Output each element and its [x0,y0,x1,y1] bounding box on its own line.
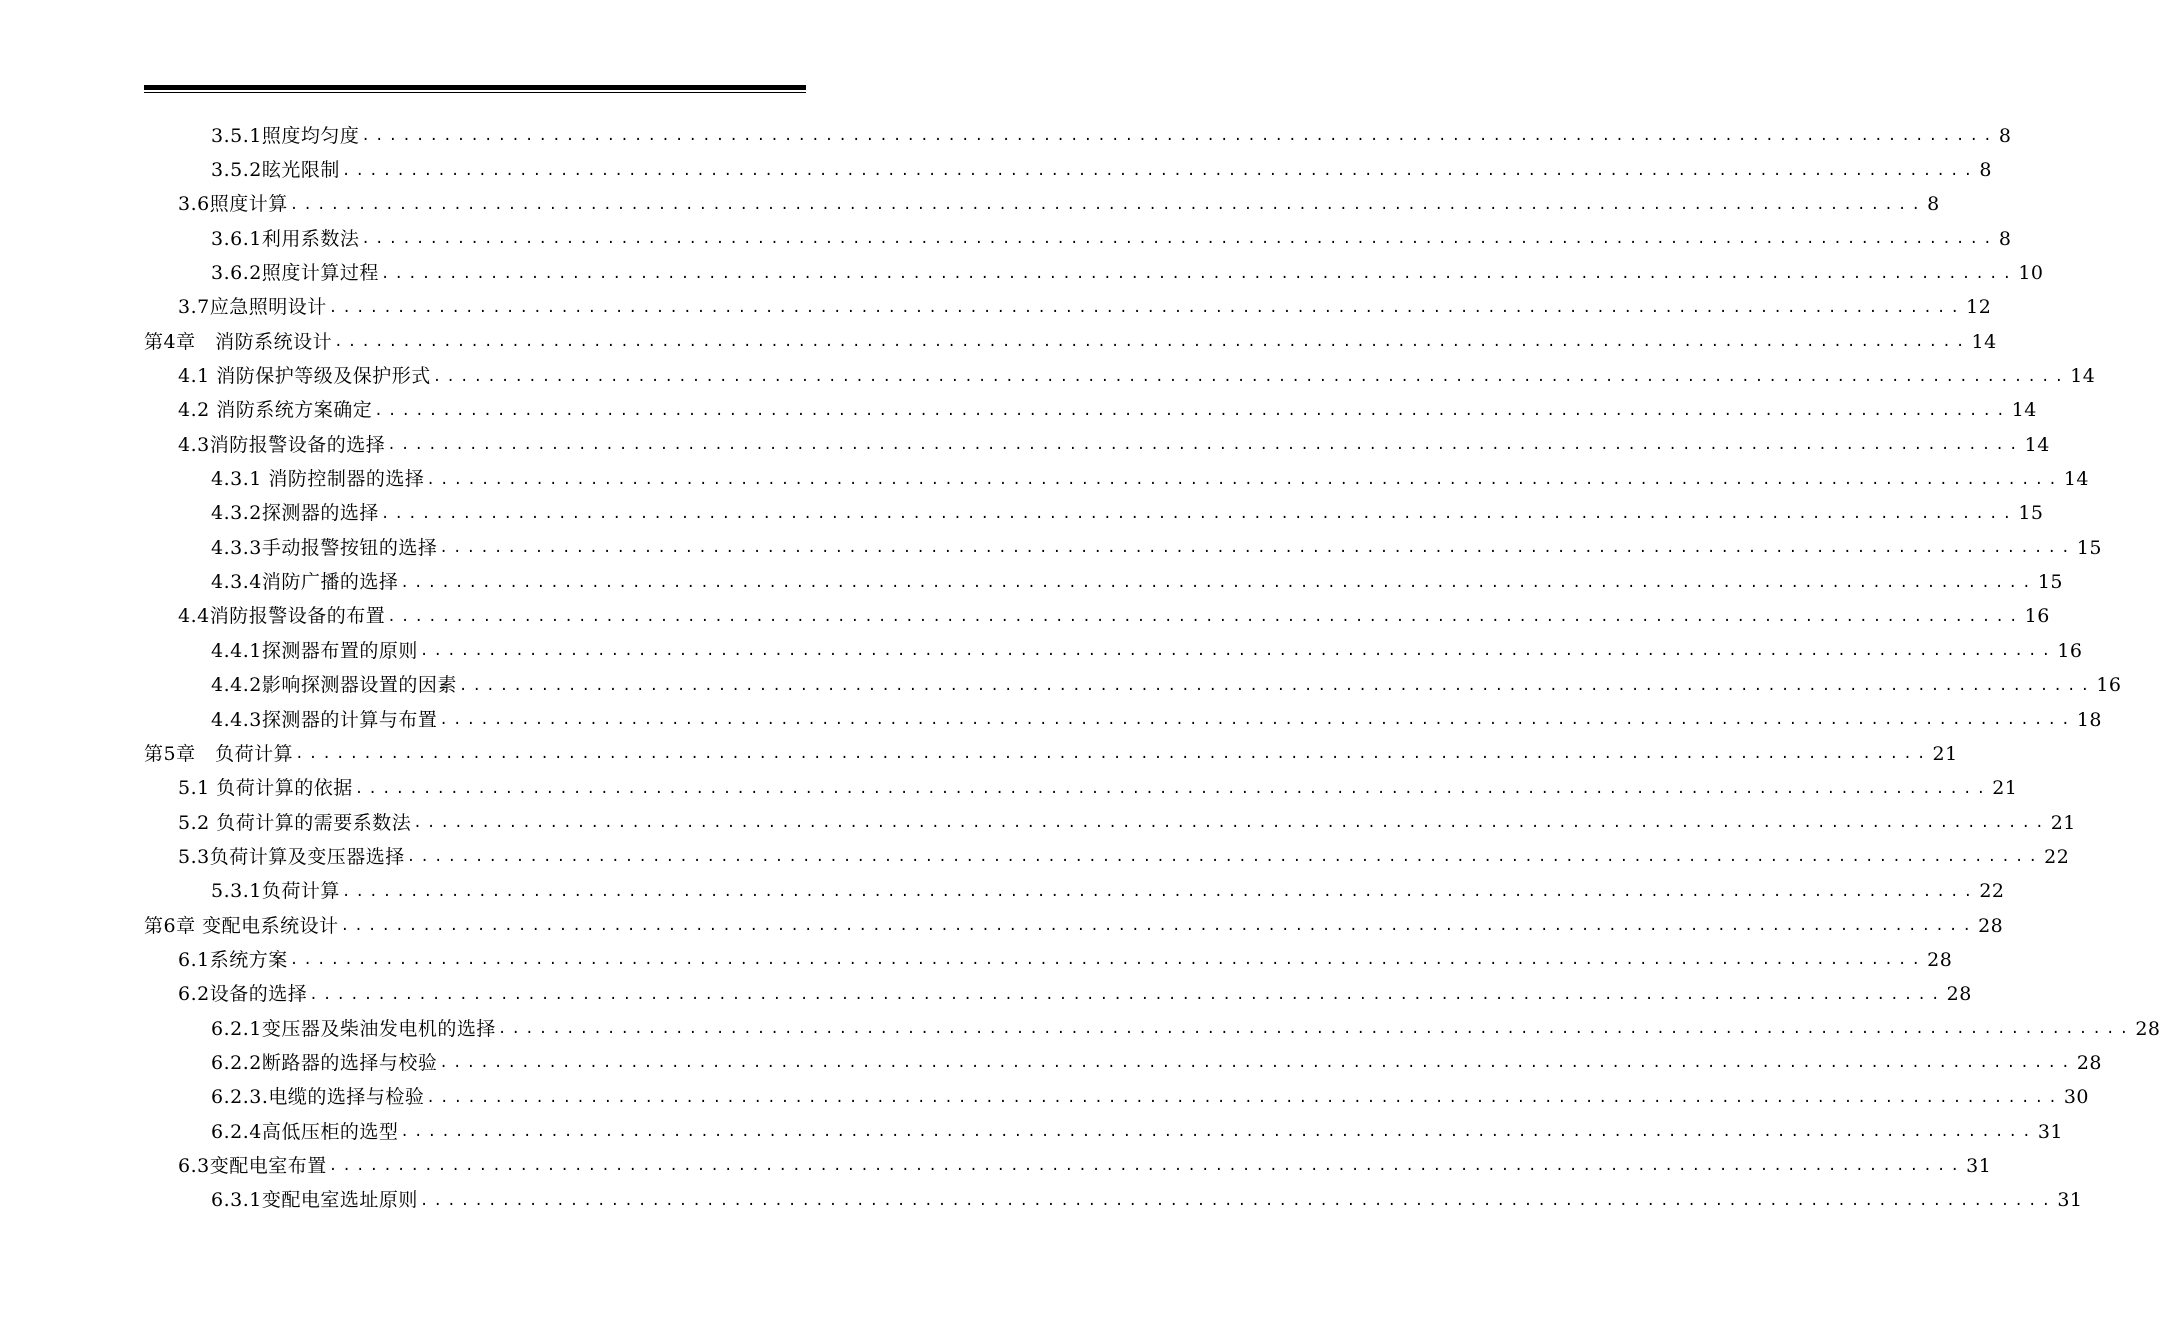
header-rule-thin [144,92,806,93]
toc-entry[interactable] [0,153,1992,187]
toc-entry-title: 3.6.2照度计算过程 [211,262,379,285]
toc-entry[interactable] [0,428,2050,462]
toc-dot-leader: ........................................................................................................................ [328,1158,1965,1175]
toc-entry-title: 6.3变配电室布置 [178,1154,327,1177]
toc-entry-title: 4.3.3手动报警按钮的选择 [211,536,438,559]
toc-entry-page: 15 [2037,571,2063,594]
toc-entry-title: 4.4.1探测器布置的原则 [211,639,418,662]
toc-entry-title: 4.2 消防系统方案确定 [178,399,373,422]
toc-entry-title: 4.3.2探测器的选择 [211,502,379,525]
toc-dot-leader: ........................................................................................................................ [439,540,2075,557]
toc-entry[interactable] [0,188,1940,222]
toc-entry[interactable] [0,978,1972,1012]
toc-entry-page: 28 [2076,1051,2102,1074]
toc-dot-leader: ........................................................................................................................ [361,128,1997,145]
toc-dot-leader: ........................................................................................................................ [328,299,1965,316]
toc-entry-page: 18 [2076,708,2102,731]
toc-entry-title: 3.5.1照度均匀度 [211,124,360,147]
toc-dot-leader: ........................................................................................................................ [309,986,1945,1003]
toc-entry[interactable] [0,256,2044,290]
toc-dot-leader: ........................................................................................................................ [289,196,1926,213]
toc-dot-leader: ........................................................................................................................ [387,608,2023,625]
toc-entry-page: 28 [1946,983,1972,1006]
toc-dot-leader: ........................................................................................................................ [295,746,1931,763]
toc-entry-page: 8 [1998,124,2012,147]
toc-entry[interactable] [0,806,2076,840]
toc-entry-page: 8 [1927,193,1940,216]
toc-dot-leader: ........................................................................................................................ [413,815,2049,832]
toc-entry-title: 3.7应急照明设计 [178,296,327,319]
toc-dot-leader: ........................................................................................................................ [497,1021,2134,1038]
toc-entry-title: 4.3.4消防广播的选择 [211,571,399,594]
toc-entry[interactable] [0,669,2122,703]
toc-entry-title: 第6章 变配电系统设计 [144,914,339,937]
toc-entry[interactable] [0,497,2044,531]
toc-entry[interactable] [0,1184,2083,1218]
toc-entry-title: 5.2 负荷计算的需要系数法 [178,811,412,834]
toc-entry-page: 14 [2011,399,2037,422]
toc-entry[interactable] [0,462,2090,496]
toc-entry-title: 4.4.3探测器的计算与布置 [211,708,438,731]
toc-entry[interactable] [0,1012,2161,1046]
toc-entry-page: 21 [1932,742,1958,765]
toc-dot-leader: ........................................................................................................................ [374,402,2010,419]
toc-entry-title: 3.5.2眩光限制 [211,159,340,182]
toc-entry[interactable] [0,222,2012,256]
toc-entry-title: 5.3负荷计算及变压器选择 [178,845,405,868]
toc-entry-page: 10 [2018,262,2044,285]
toc-entry-page: 22 [2044,845,2070,868]
toc-entry[interactable] [0,772,2018,806]
toc-entry-title: 5.1 负荷计算的依据 [178,777,353,800]
toc-entry-title: 4.3消防报警设备的选择 [178,433,386,456]
toc-entry-page: 28 [2135,1017,2161,1040]
toc-entry-page: 21 [1992,777,2018,800]
toc-entry-title: 第5章 负荷计算 [144,742,294,765]
toc-dot-leader: ........................................................................................................................ [400,574,2036,591]
toc-entry[interactable] [0,531,2102,565]
toc-dot-leader: ........................................................................................................................ [387,437,2023,454]
toc-entry-page: 16 [2057,639,2083,662]
toc-entry[interactable] [0,359,2096,393]
toc-dot-leader: ........................................................................................................................ [458,677,2095,694]
toc-entry-page: 12 [1966,296,1992,319]
toc-entry-title: 4.4.2影响探测器设置的因素 [211,674,457,697]
toc-entry-page: 15 [2018,502,2044,525]
toc-entry[interactable] [0,840,2070,874]
toc-entry-title: 第4章 消防系统设计 [144,330,333,353]
toc-entry-page: 28 [1978,914,2004,937]
toc-entry-title: 6.2设备的选择 [178,983,308,1006]
toc-entry-page: 16 [2024,605,2050,628]
toc-chapter-entry[interactable] [0,737,1958,771]
toc-entry-page: 16 [2096,674,2122,697]
toc-dot-leader: ........................................................................................................................ [400,1124,2036,1141]
toc-entry-title: 6.2.1变压器及柴油发电机的选择 [211,1017,496,1040]
toc-chapter-entry[interactable] [0,325,1997,359]
toc-dot-leader: ........................................................................................................................ [419,1192,2056,1209]
toc-entry[interactable] [0,394,2037,428]
toc-dot-leader: ........................................................................................................................ [432,368,2069,385]
toc-entry-title: 6.3.1变配电室选址原则 [211,1189,418,1212]
toc-entry-page: 31 [2057,1189,2083,1212]
toc-dot-leader: ........................................................................................................................ [340,918,1977,935]
toc-dot-leader: ........................................................................................................................ [406,849,2043,866]
toc-entry-page: 30 [2063,1086,2090,1109]
toc-entry-page: 14 [1971,330,1997,353]
toc-entry[interactable] [0,600,2050,634]
toc-entry-page: 15 [2076,536,2102,559]
toc-dot-leader: ........................................................................................................................ [426,1089,2062,1106]
toc-dot-leader: ........................................................................................................................ [419,643,2056,660]
toc-entry[interactable] [0,943,1953,977]
toc-chapter-entry[interactable] [0,909,2004,943]
toc-dot-leader: ........................................................................................................................ [334,334,1970,351]
toc-entry-page: 28 [1927,948,1953,971]
toc-entry-title: 4.4消防报警设备的布置 [178,605,386,628]
toc-entry-page: 31 [2037,1120,2063,1143]
toc-dot-leader: ........................................................................................................................ [439,712,2075,729]
toc-entry-page: 14 [2024,433,2050,456]
toc-entry-title: 3.6.1利用系数法 [211,227,360,250]
toc-dot-leader: ........................................................................................................................ [426,471,2062,488]
toc-entry-page: 8 [1998,227,2012,250]
toc-dot-leader: ........................................................................................................................ [341,162,1978,179]
toc-entry-page: 21 [2050,811,2076,834]
toc-entry-title: 6.2.3.电缆的选择与检验 [211,1086,425,1109]
toc-entry-page: 14 [2063,468,2090,491]
toc-dot-leader: ........................................................................................................................ [439,1055,2075,1072]
toc-entry-title: 6.2.2断路器的选择与校验 [211,1051,438,1074]
toc-entry[interactable] [0,1046,2102,1080]
toc-entry-title: 6.2.4高低压柜的选型 [211,1120,399,1143]
toc-entry[interactable] [0,1149,1992,1183]
toc-entry[interactable] [0,291,1992,325]
toc-dot-leader: ........................................................................................................................ [380,265,2017,282]
header-rule [144,85,806,90]
toc-entry-page: 8 [1979,159,1992,182]
toc-dot-leader: ........................................................................................................................ [361,231,1997,248]
toc-entry[interactable] [0,703,2102,737]
toc-entry-title: 4.1 消防保护等级及保护形式 [178,365,431,388]
toc-entry-title: 6.1系统方案 [178,948,288,971]
toc-dot-leader: ........................................................................................................................ [341,883,1978,900]
toc-entry[interactable] [0,1115,2063,1149]
toc-entry[interactable] [0,1081,2090,1115]
toc-entry-title: 4.3.1 消防控制器的选择 [211,468,425,491]
toc-dot-leader: ........................................................................................................................ [354,780,1991,797]
table-of-contents [0,119,2161,1218]
toc-entry-page: 31 [1966,1154,1992,1177]
toc-entry-title: 3.6照度计算 [178,193,288,216]
toc-entry-page: 22 [1979,880,2005,903]
toc-entry[interactable] [0,875,2005,909]
toc-entry[interactable] [0,565,2063,599]
toc-entry[interactable] [0,634,2083,668]
toc-dot-leader: ........................................................................................................................ [380,505,2017,522]
toc-entry[interactable] [0,119,2012,153]
toc-entry-title: 5.3.1负荷计算 [211,880,340,903]
toc-entry-page: 14 [2070,365,2096,388]
toc-dot-leader: ........................................................................................................................ [289,952,1926,969]
